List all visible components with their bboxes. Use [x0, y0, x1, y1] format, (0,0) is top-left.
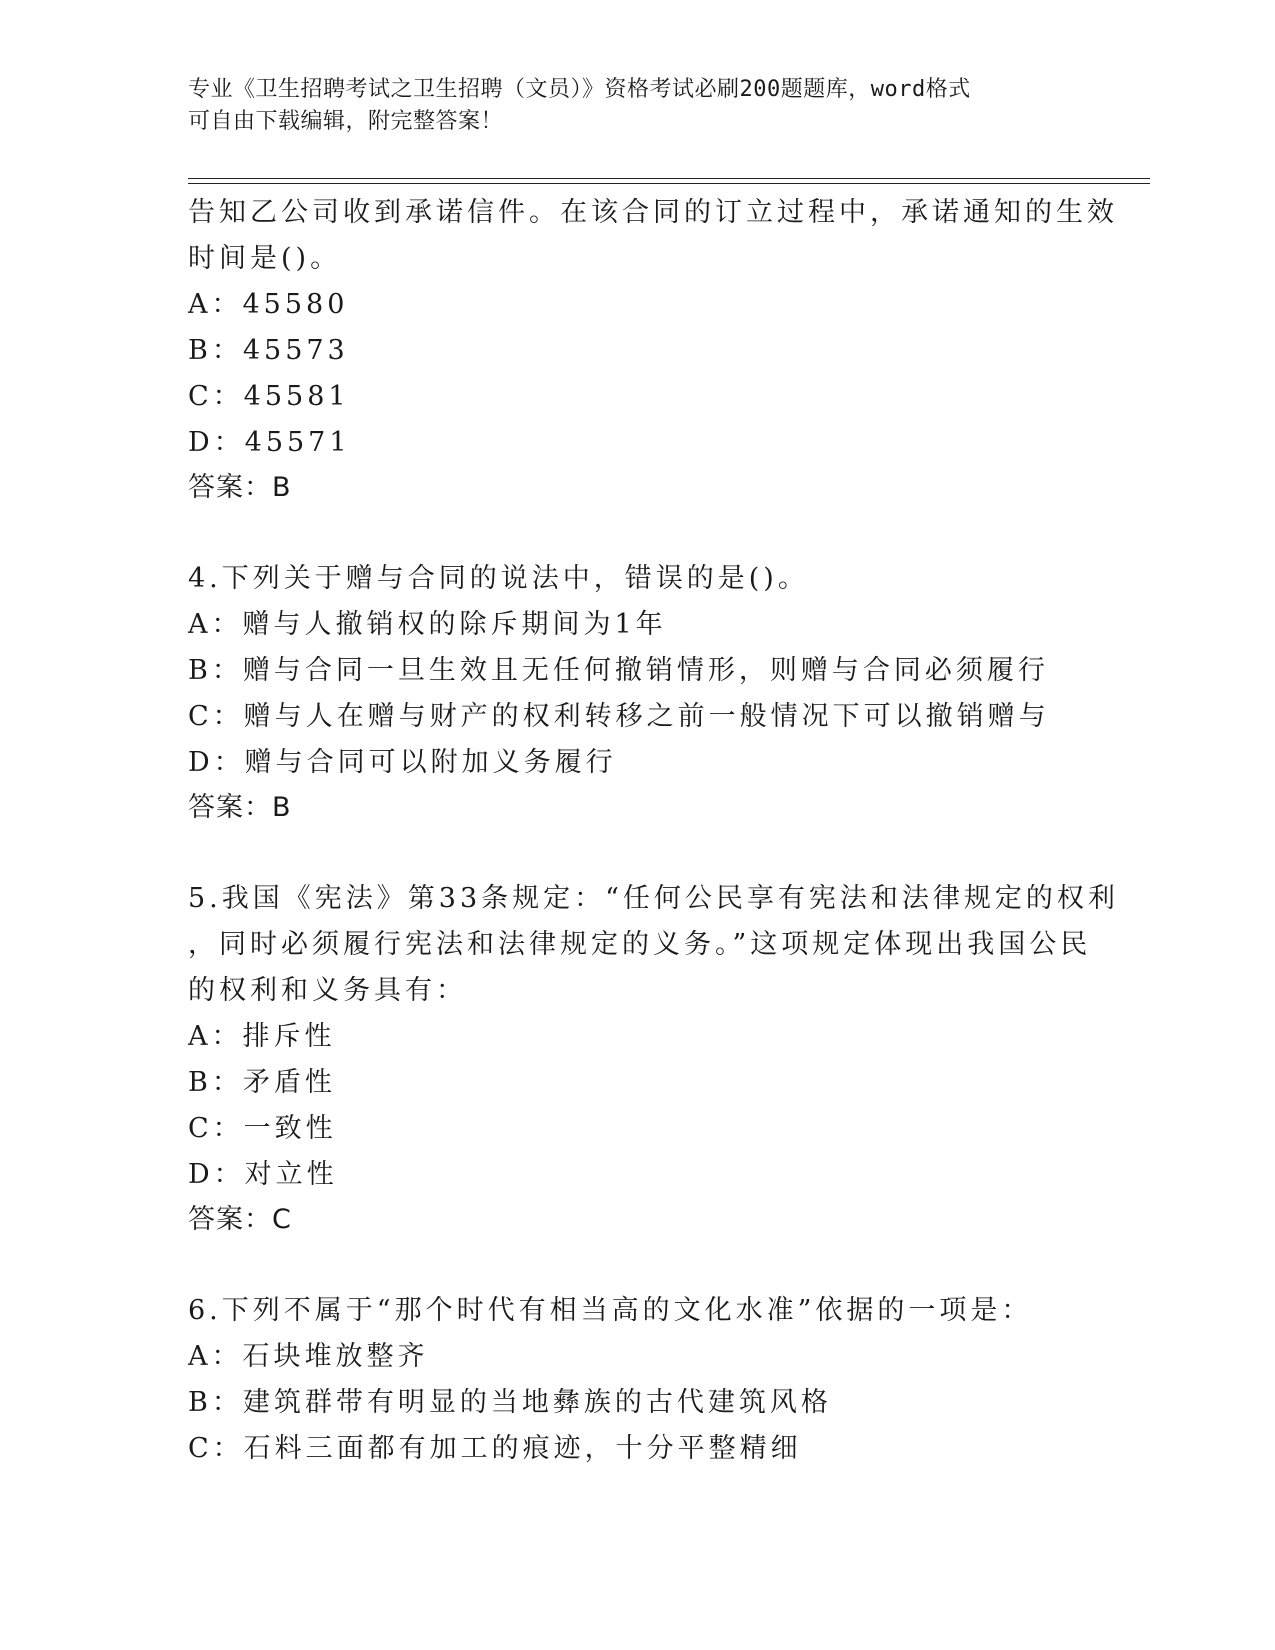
question-text-line: 4.下列关于赠与合同的说法中，错误的是()。	[188, 563, 809, 594]
option-a: A：赠与人撤销权的除斥期间为1年	[188, 609, 667, 640]
option-d: D：对立性	[188, 1159, 338, 1190]
question-text-line: 的权利和义务具有：	[188, 975, 467, 1006]
option-d: D：45571	[188, 427, 351, 458]
option-b: B：矛盾性	[188, 1067, 336, 1098]
option-c: C：一致性	[188, 1113, 337, 1144]
header-divider-top	[188, 178, 1150, 179]
option-a: A：排斥性	[188, 1021, 336, 1052]
question-text-line: 告知乙公司收到承诺信件。在该合同的订立过程中，承诺通知的生效	[188, 197, 1118, 228]
question-text-line: 6.下列不属于“那个时代有相当高的文化水准”依据的一项是：	[188, 1295, 1033, 1326]
option-c: C：赠与人在赠与财产的权利转移之前一般情况下可以撤销赠与	[188, 701, 1050, 732]
question-text-line: 时间是()。	[188, 243, 342, 274]
question-text-line: ，同时必须履行宪法和法律规定的义务。”这项规定体现出我国公民	[188, 929, 1092, 960]
option-a: A：45580	[188, 289, 349, 320]
option-a: A：石块堆放整齐	[188, 1341, 429, 1372]
header-title-line-2: 可自由下载编辑，附完整答案！	[188, 109, 504, 134]
question-block-6	[188, 1288, 1088, 1472]
page-header	[188, 74, 1068, 138]
option-c: C：石料三面都有加工的痕迹，十分平整精细	[188, 1433, 802, 1464]
spacer	[188, 830, 1088, 876]
question-block-3	[188, 190, 1118, 510]
question-block-4	[188, 556, 1088, 830]
option-d: D：赠与合同可以附加义务履行	[188, 747, 617, 778]
option-b: B：45573	[188, 335, 349, 366]
answer-line: 答案：B	[188, 792, 292, 823]
question-text-line: 5.我国《宪法》第33条规定：“任何公民享有宪法和法律规定的权利	[188, 883, 1119, 914]
answer-line: 答案：B	[188, 472, 292, 503]
question-content	[188, 190, 1119, 1472]
header-divider-bottom	[188, 183, 1150, 184]
option-b: B：赠与合同一旦生效且无任何撤销情形，则赠与合同必须履行	[188, 655, 1049, 686]
header-title-line-1: 专业《卫生招聘考试之卫生招聘（文员）》资格考试必刷200题题库，word格式	[188, 77, 971, 102]
option-c: C：45581	[188, 381, 350, 412]
answer-line: 答案：C	[188, 1204, 292, 1235]
option-b: B：建筑群带有明显的当地彝族的古代建筑风格	[188, 1387, 832, 1418]
spacer	[188, 1242, 1088, 1288]
spacer	[188, 510, 1088, 556]
question-block-5	[188, 876, 1119, 1242]
